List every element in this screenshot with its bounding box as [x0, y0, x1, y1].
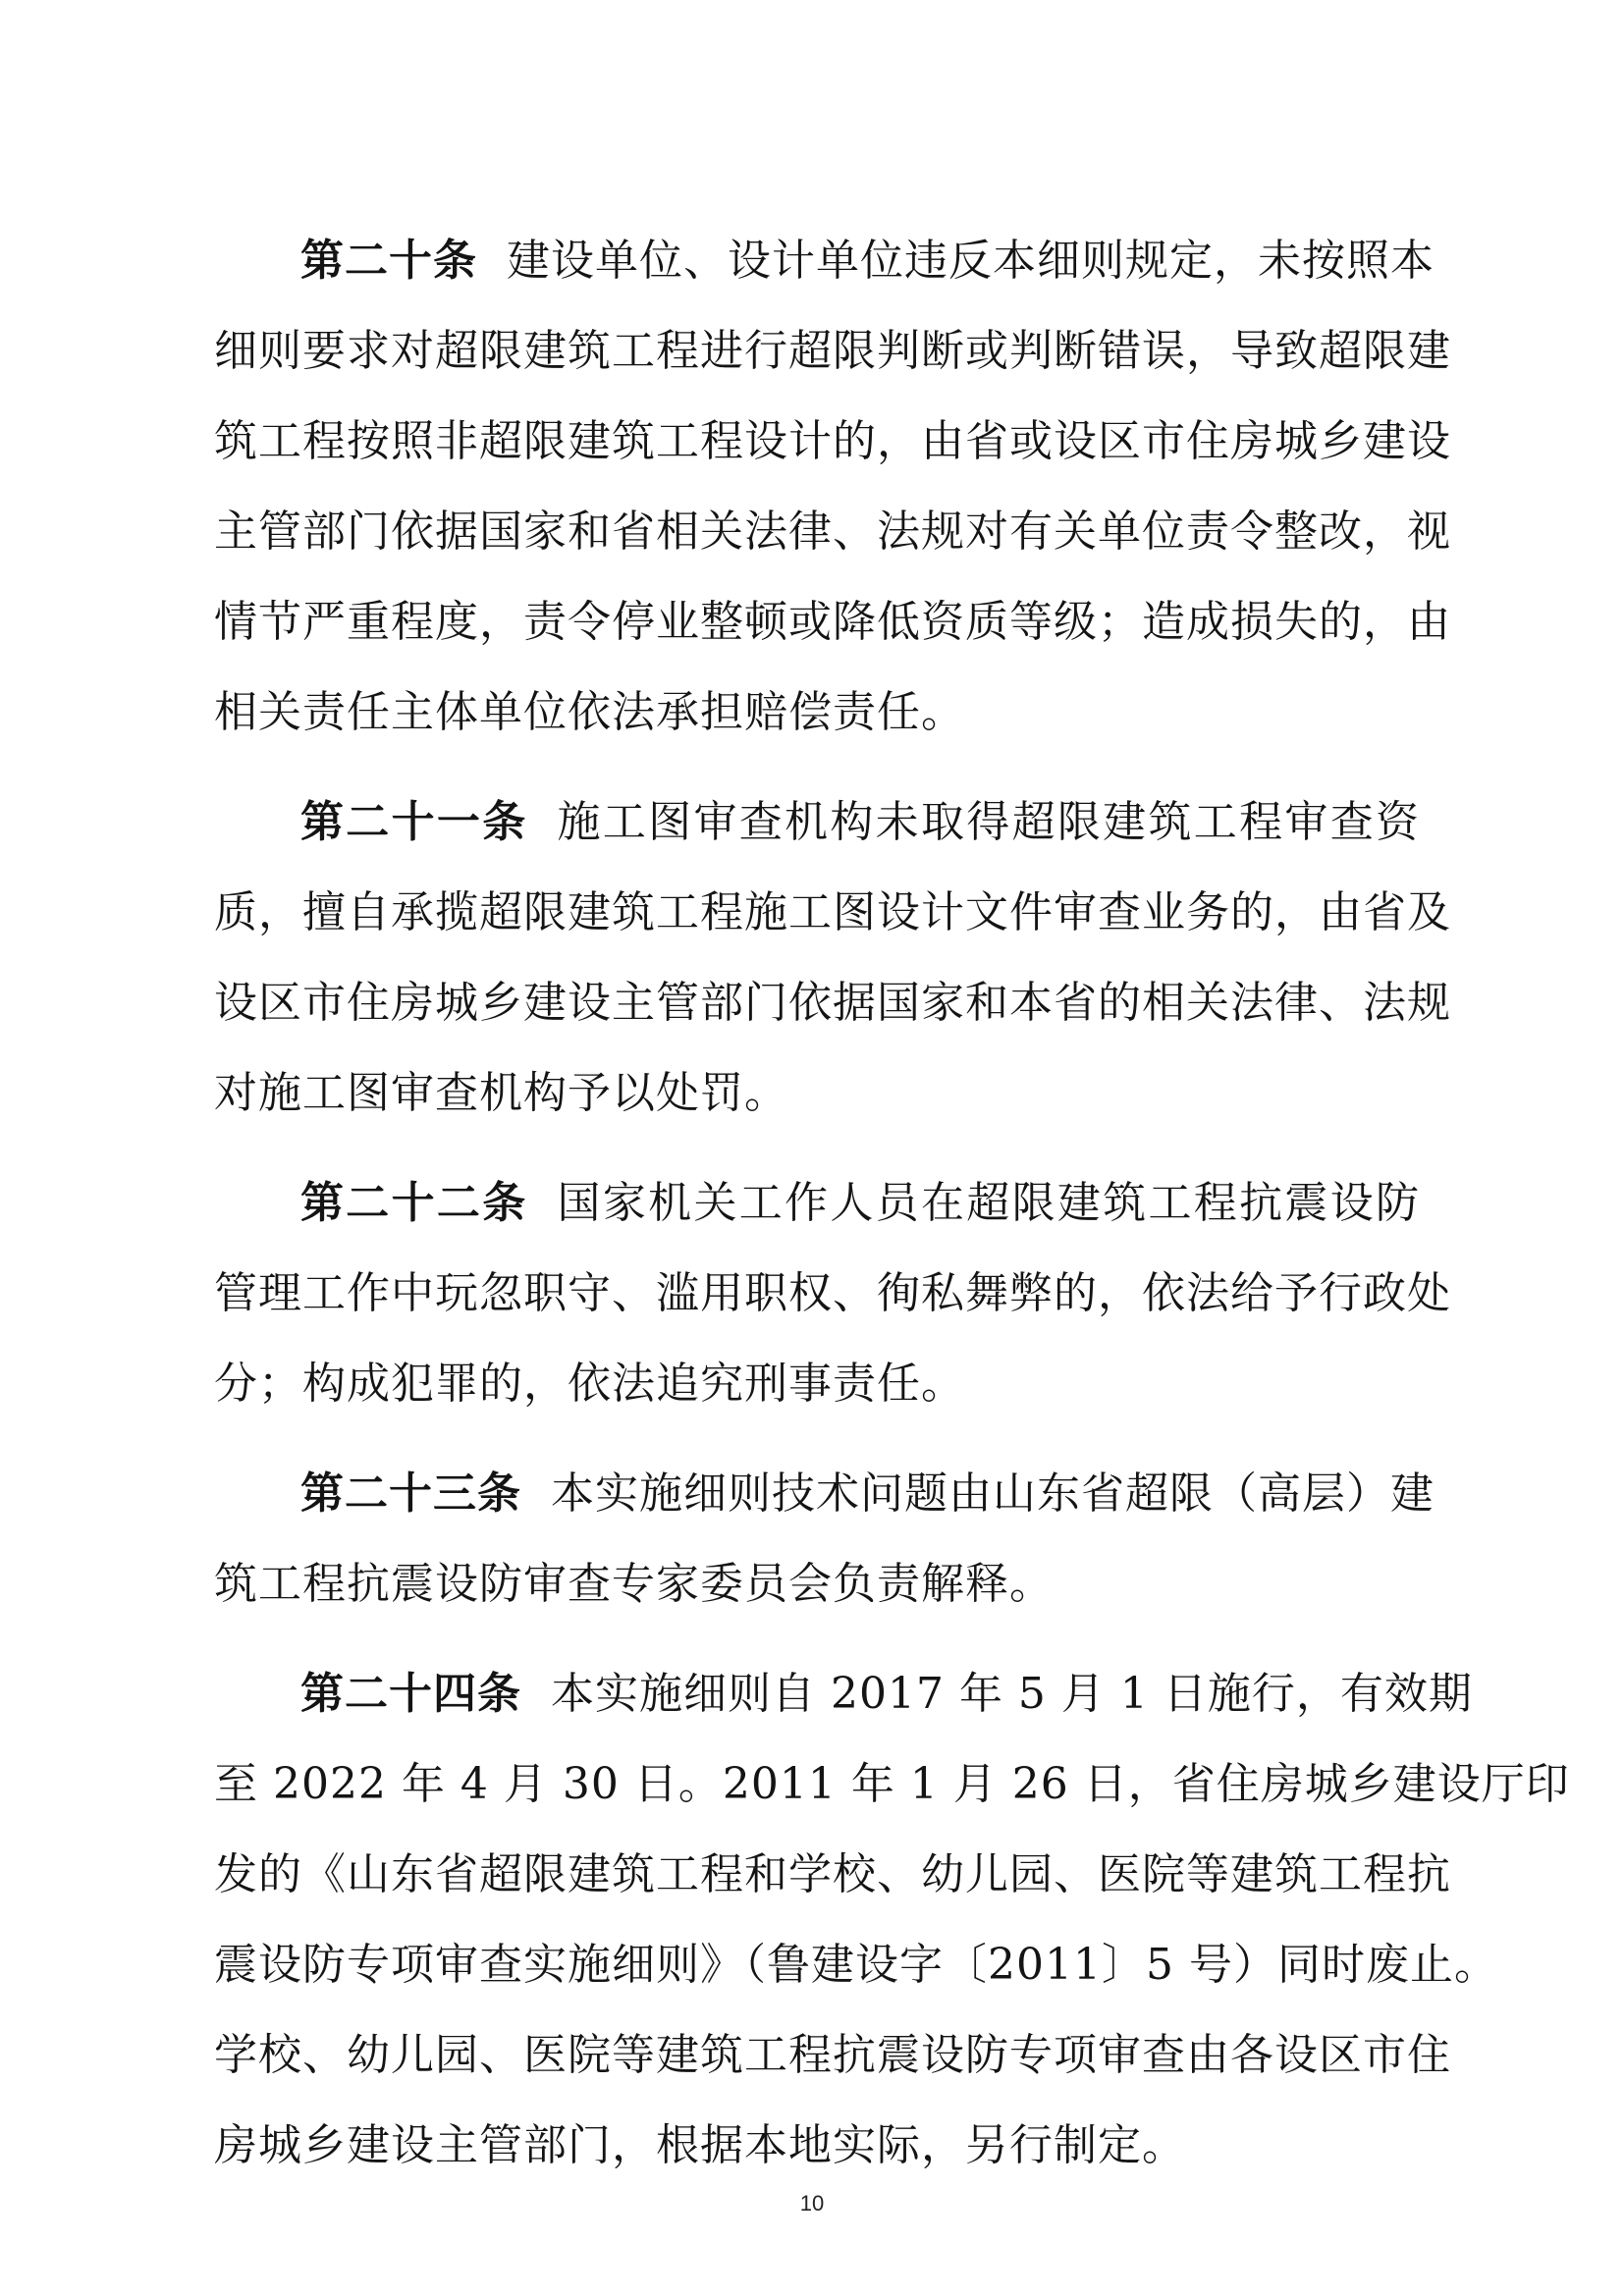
- article-23: [214, 1449, 1435, 1629]
- article-line: [214, 1649, 1473, 1739]
- article-line: [214, 1449, 1435, 1539]
- article-line: 情节严重程度，责令停业整顿或降低资质等级；造成损失的，由: [214, 597, 1451, 647]
- article-20: [214, 216, 1451, 758]
- article-line: 设区市住房城乡建设主管部门依据国家和本省的相关法律、法规: [214, 978, 1451, 1028]
- article-text: 本实施细则自 2017 年 5 月 1 日施行，有效期: [551, 1669, 1473, 1719]
- article-text: 国家机关工作人员在超限建筑工程抗震设防: [557, 1178, 1421, 1228]
- article-text: 建设单位、设计单位违反本细则规定，未按照本: [507, 236, 1435, 286]
- article-line: 分；构成犯罪的，依法追究刑事责任。: [214, 1359, 965, 1409]
- article-line: 筑工程按照非超限建筑工程设计的，由省或设区市住房城乡建设: [214, 416, 1451, 466]
- article-heading: 第二十条: [300, 236, 477, 286]
- article-line: 主管部门依据国家和省相关法律、法规对有关单位责令整改，视: [214, 507, 1451, 557]
- document-body: [214, 216, 1570, 2211]
- article-line: 质，擅自承揽超限建筑工程施工图设计文件审查业务的，由省及: [214, 887, 1451, 937]
- article-text: 本实施细则技术问题由山东省超限（高层）建: [551, 1468, 1435, 1519]
- article-line: 房城乡建设主管部门，根据本地实际，另行制定。: [214, 2120, 1186, 2170]
- article-line: [214, 1158, 1420, 1249]
- article-heading: 第二十二条: [300, 1178, 528, 1228]
- article-line: 筑工程抗震设防审查专家委员会负责解释。: [214, 1559, 1054, 1609]
- article-line: 细则要求对超限建筑工程进行超限判断或判断错误，导致超限建: [214, 326, 1451, 376]
- article-text: 施工图审查机构未取得超限建筑工程审查资: [557, 797, 1421, 847]
- article-heading: 第二十三条: [300, 1468, 521, 1519]
- article-heading: 第二十四条: [300, 1669, 521, 1719]
- article-line: 至 2022 年 4 月 30 日。2011 年 1 月 26 日，省住房城乡建设厅印: [214, 1759, 1570, 1809]
- article-line: 震设防专项审查实施细则》（鲁建设字〔2011〕5 号）同时废止。: [214, 1940, 1498, 1990]
- article-24: [214, 1649, 1570, 2191]
- article-line: 相关责任主体单位依法承担赔偿责任。: [214, 687, 965, 737]
- article-line: 发的《山东省超限建筑工程和学校、幼儿园、医院等建筑工程抗: [214, 1849, 1451, 1899]
- article-heading: 第二十一条: [300, 797, 528, 847]
- article-line: [214, 777, 1420, 868]
- article-line: 管理工作中玩忽职守、滥用职权、徇私舞弊的，依法给予行政处: [214, 1268, 1451, 1318]
- page-number: 10: [799, 2191, 825, 2216]
- article-22: [214, 1158, 1451, 1429]
- article-line: 对施工图审查机构予以处罚。: [214, 1068, 788, 1118]
- article-21: [214, 777, 1451, 1139]
- article-line: [214, 216, 1435, 306]
- article-line: 学校、幼儿园、医院等建筑工程抗震设防专项审查由各设区市住: [214, 2030, 1451, 2080]
